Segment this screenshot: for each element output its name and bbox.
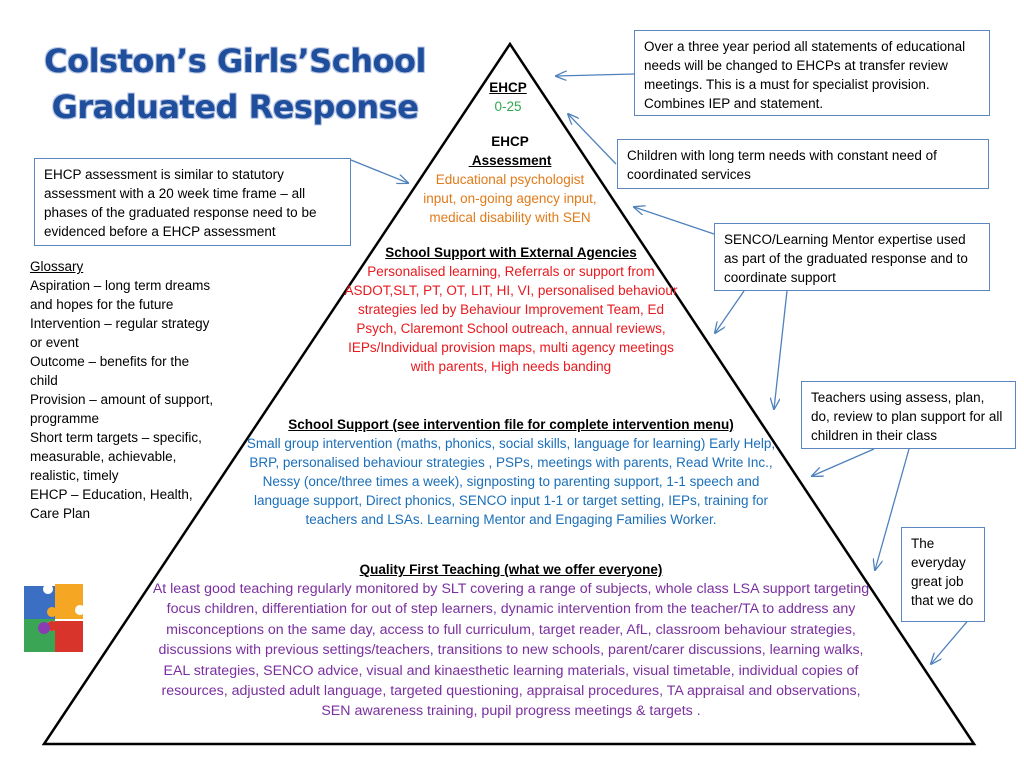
callout-senco: SENCO/Learning Mentor expertise used as part of the graduated response and to coordinate support [714,223,990,291]
tier-ehcp-age-range: 0-25 [494,99,522,114]
glossary-item: Outcome – benefits for the child [30,354,190,388]
tier-external-heading: School Support with External Agencies [385,245,637,260]
callout-ehcp-changes: Over a three year period all statements of educational needs will be changed to EHCPs at transfer review meetings. This is a must for specialist provision. Combines IEP and statement. [634,30,990,116]
tier-support-heading: School Support (see intervention file for complete intervention menu) [288,417,734,432]
glossary-item: Intervention – regular strategy or event [30,316,210,350]
callout-teachers: Teachers using assess, plan, do, review to plan support for all children in their class [801,381,1016,449]
tier-assessment-heading-1: EHCP [491,134,529,149]
page-title: Colston’s Girls’School [44,42,426,80]
callout-ehcp-assessment: EHCP assessment is similar to statutory assessment with a 20 week time frame – all phases of the graduated response need to be evidenced before a EHCP assessment [34,158,351,246]
callout-long-term-needs: Children with long term needs with constant need of coordinated services [617,139,989,189]
arrow-ehcp-assessment [351,160,408,183]
page-subtitle: Graduated Response [51,88,419,126]
tier-external-body: Personalised learning, Referrals or support from ASDOT,SLT, PT, OT, LIT, HI, VI, personalised behaviour strategies led by Behaviour Improvement Team, Ed Psych, Claremont School outreach, annual reviews, IEPs/Individual provision maps, multi agency meetings with parents, High needs banding [344,264,678,374]
arrow-ehcp-changes [556,74,634,76]
glossary-heading: Glossary [30,259,84,274]
arrow-senco-down [774,291,787,409]
tier-ehcp-heading: EHCP [489,80,527,95]
glossary-item: EHCP – Education, Health, Care Plan [30,487,193,521]
tier-qft-heading: Quality First Teaching (what we offer everyone) [359,562,663,577]
tier-school-support [244,415,778,529]
arrow-senco-left [715,291,744,333]
arrow-senco-up [634,207,714,234]
tier-quality-first-teaching [150,560,872,722]
tier-ehcp [470,78,546,116]
jigsaw-puzzle-icon [20,580,88,654]
arrow-everyday [931,617,971,664]
glossary [30,257,220,523]
tier-external-agencies [340,243,682,376]
tier-support-body: Small group intervention (maths, phonics, social skills, language for learning) Early Help, BRP, personalised behaviour strategies , PSPs, meetings with parents, Read Write Inc., Nessy (once/three times a week), signposting to parenting support, 1-1 speech and language support, Direct phonics, SENCO input 1-1 or target setting, IEPs, training for teachers and LSAs. Learning Mentor and Engaging Families Worker. [246,436,776,527]
glossary-item: Provision – amount of support, programme [30,392,214,426]
callout-everyday: The everyday great job that we do [901,527,985,622]
tier-assessment-body: Educational psychologist input, on-going agency input, medical disability with SEN [423,172,597,225]
glossary-item: Aspiration – long term dreams and hopes for the future [30,278,211,312]
tier-ehcp-assessment [422,132,598,227]
glossary-item: Short term targets – specific, measurable, achievable, realistic, timely [30,430,202,483]
tier-assessment-heading-2: Assessment [468,153,552,168]
tier-qft-body: At least good teaching regularly monitored by SLT covering a range of subjects, whole class LSA support targeting focus children, differentiation for out of step learners, dynamic intervention from the teacher/TA to address any misconceptions on the same day, access to full curriculum, target reader, AfL, classroom behaviour strategies, discussions with previous settings/teachers, transitions to new schools, parent/carer discussions, learning walks, EAL strategies, SENCO advice, visual and kinaesthetic learning materials, visual timetable, individual copies of resources, adjusted adult language, targeted questioning, appraisal procedures, TA appraisal and observations, SEN awareness training, pupil progress meetings & targets . [152,581,870,720]
arrow-teachers-left [812,449,874,476]
